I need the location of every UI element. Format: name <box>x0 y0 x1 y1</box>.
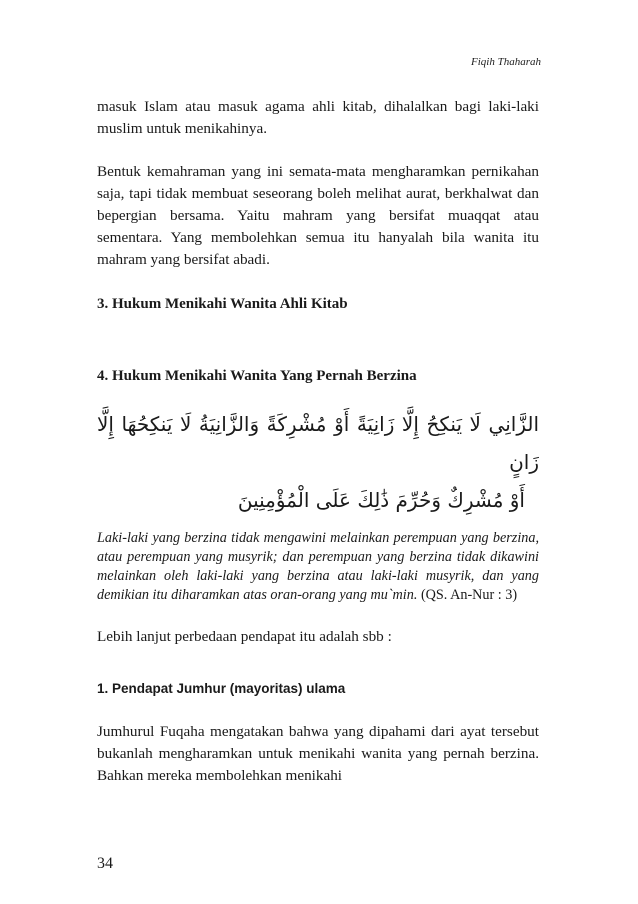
paragraph-mahram-muaqqat: Bentuk kemahraman yang ini semata-mata mengharamkan pernikahan saja, tapi tidak membuat seseorang boleh melihat aurat, berkhalwat dan bepergian bersama. Yaitu mahram yang bersifat muaqqat atau sementara. Yang membolehkan semua itu hanyalah bila wanita itu mahram yang bersifat abadi. <box>97 163 539 268</box>
heading-ahli-kitab: 3. Hukum Menikahi Wanita Ahli Kitab <box>97 296 348 312</box>
quran-verse <box>97 405 539 519</box>
page-content <box>97 96 539 787</box>
running-header: Fiqih Thaharah <box>471 56 541 68</box>
verse-translation <box>97 529 539 605</box>
paragraph-jumhur: Jumhurul Fuqaha mengatakan bahwa yang dipahami dari ayat tersebut bukanlah mengharamkan untuk menikahi wanita yang pernah berzina. Bahkan mereka membolehkan menikahi <box>97 723 539 784</box>
paragraph-continuation: masuk Islam atau masuk agama ahli kitab, dihalalkan bagi laki-laki muslim untuk menikahinya. <box>97 98 539 137</box>
page-number: 34 <box>97 855 113 872</box>
quran-verse-line-1: الزَّانِي لَا يَنكِحُ إِلَّا زَانِيَةً أَوْ مُشْرِكَةً وَالزَّانِيَةُ لَا يَنكِحُهَا إِلَّا زَانٍ <box>97 412 539 474</box>
heading-jumhur: 1. Pendapat Jumhur (mayoritas) ulama <box>97 681 346 696</box>
quran-verse-line-2: أَوْ مُشْرِكٌ وَحُرِّمَ ذَٰلِكَ عَلَى الْمُؤْمِنِينَ <box>237 488 525 512</box>
verse-translation-text: Laki-laki yang berzina tidak mengawini melainkan perempuan yang berzina, atau perempuan yang musyrik; dan perempuan yang berzina tidak dikawini melainkan oleh laki-laki yang berzina atau laki-laki musyrik, dan yang demikian itu diharamkan atas oran-orang yang mu`min. <box>97 530 539 603</box>
verse-citation: (QS. An-Nur : 3) <box>420 587 518 603</box>
paragraph-perbedaan: Lebih lanjut perbedaan pendapat itu adalah sbb : <box>97 628 392 645</box>
heading-wanita-berzina: 4. Hukum Menikahi Wanita Yang Pernah Berzina <box>97 368 417 384</box>
